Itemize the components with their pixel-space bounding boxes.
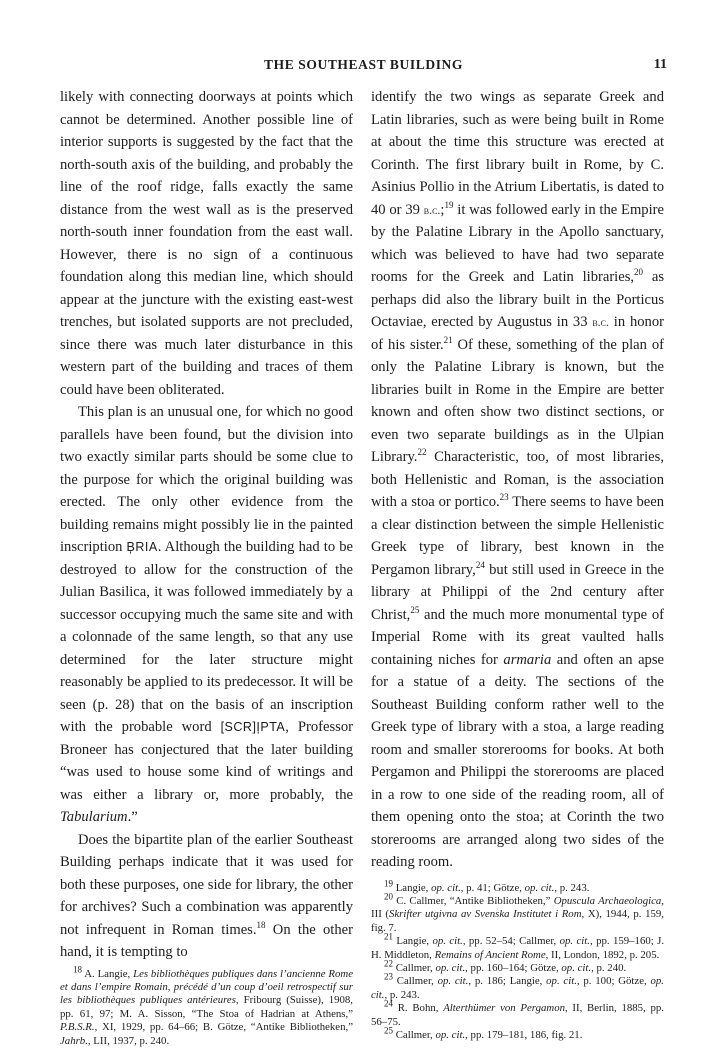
paragraph-text: , Professor Broneer has conjectured that the later building “was used to house some kind of writings and was either a library or, more probably, the bbox=[60, 719, 353, 803]
italic-term: armaria bbox=[503, 651, 552, 668]
paragraph-text: Does the bipartite plan of the earlier Southeast Building perhaps indicate that it was used for both these purposes, one side for library, the other for archives? Such a combination was apparently not infrequent in Roman times. bbox=[60, 831, 353, 938]
footnote-21: $^{21}$ Langie, op. cit., pp. 52–54; Callmer, op. cit., pp. 159–160; J. H. Middleton, Remains of Ancient Rome, II, London, 1892, p. 205. bbox=[371, 931, 665, 961]
footnotes bbox=[60, 963, 353, 1048]
running-header bbox=[60, 57, 667, 75]
footnote-ref[interactable]: 19 bbox=[444, 199, 454, 210]
right-column bbox=[371, 86, 664, 1042]
footnote-25: $^{25}$ Callmer, op. cit., pp. 179–181, 186, fig. 21. bbox=[384, 1025, 583, 1041]
paragraph bbox=[60, 86, 353, 401]
inscription-text: B̦RIA bbox=[126, 540, 158, 554]
paragraph-text: .” bbox=[127, 809, 138, 825]
footnote-18: $^{18}$ A. Langie, Les bibliothèques publiques dans l’ancienne Rome et dans l’empire Romain, précédé d’un coup d’oeil retrospectif sur les bibliothèques publiques antérieures, Fribourg (Suisse), 1908, pp. 61, 97; M. A. Sisson, “The Stoa of Hadrian at Athens,” P.B.S.R., XI, 1929, pp. 64–66; B. Götze, “Antike Bibliotheken,” Jahrb., LII, 1937, p. 240. bbox=[60, 963, 353, 1047]
paragraph bbox=[60, 401, 353, 829]
footnotes bbox=[371, 877, 665, 1043]
paragraph: identify the two wings as separate Greek and Latin libraries, such as were being built in Rome at about the time this structure was erected at Corinth. The first library built in Rome, by C. Asinius Pollio in the Atrium Libertatis, is dated to 40 or 39 b.c.;$^{19}$ it was followed early in the Empire by the Palatine Library in the Apollo sanctuary, which was believed to have had two separate rooms for the Greek and Latin libraries,$^{20}$ as perhaps did also the library built in the Porticus Octaviae, erected by Augustus in 33 b.c. in honor of his sister.$^{21}$ Of these, something of the plan of only the Palatine Library is known, but the libraries built in Rome in the Empire are better known and often show two distinct sections, or even two separate buildings as in the Ulpian Library.$^{22}$ Characteristic, too, of most libraries, both Hellenistic and Roman, is the association with a stoa or portico.$^{23}$ There seems to have been a clear distinction between the simple Hellenistic Greek type of library, best known in the Pergamon library,$^{24}$ but still used in Greece in the library at Philippi of the 2nd century after Christ,$^{25}$ and the much more monumental type of Imperial Rome with its great vaulted halls containing niches for armaria and often an apse for a statue of a deity. The sections of the Southeast Building conform rather well to the Greek type of library with a stoa, a large reading room and smaller storerooms for books. At both Pergamon and Philippi the storerooms are placed in a row to one side of the reading room, all of them opening onto the stoa; at Corinth the two storerooms are arranged along two sides of the reading room. bbox=[371, 89, 665, 870]
italic-term: Tabularium bbox=[60, 809, 128, 825]
footnote-ref[interactable]: 18 bbox=[256, 919, 266, 930]
small-caps-abbrev: b.c. bbox=[423, 202, 441, 217]
footnote-ref[interactable]: 20 bbox=[634, 267, 644, 278]
footnote-24: $^{24}$ R. Bohn, Alterthümer von Pergamon, II, Berlin, 1885, pp. 56–75. bbox=[371, 998, 664, 1028]
paragraph-text: likely with connecting doorways at points which cannot be determined. Another possible line of interior supports is suggested by the fact that the north-south axis of the building, and probably the line of the roof ridge, falls exactly the same distance from the west wall as is the preserved north-south inner foundation from the east wall. However, there is no sign of a continuous foundation along this median line, which should appear at the juncture with the existing east-west trenches, but isolated supports are not precluded, since there was much later disturbance in this western part of the building and traces of them could have been obliterated. bbox=[60, 89, 353, 398]
inscription-text: [SCR]I̦PTA bbox=[220, 720, 286, 734]
paragraph-text: On the other hand, it is tempting to bbox=[60, 921, 353, 960]
paragraph bbox=[60, 829, 353, 964]
footnote-ref[interactable]: 25 bbox=[410, 604, 420, 615]
footnote-ref[interactable]: 21 bbox=[443, 334, 453, 345]
page-number: 11 bbox=[653, 57, 667, 72]
paragraph-text: . Although the building had to be destroyed to allow for the construction of the Julian Basilica, it was followed immediately by a successor occupying much the same site and with a colonnade of the same length, so that any use determined for the later structure might reasonably be applied to its predecessor. It will be seen (p. 28) that on the basis of an inscription with the probable word bbox=[60, 539, 353, 735]
footnote-19: $^{19}$ Langie, op. cit., p. 41; Götze, op. cit., p. 243. bbox=[384, 877, 590, 894]
footnote-ref[interactable]: 24 bbox=[475, 559, 485, 570]
footnote-22: $^{22}$ Callmer, op. cit., pp. 160–164; Götze, op. cit., p. 240. bbox=[384, 958, 627, 974]
footnote-23: $^{23}$ Callmer, op. cit., p. 186; Langie, op. cit., p. 100; Götze, op. cit., p. 243. bbox=[371, 971, 664, 1001]
footnote-ref[interactable]: 22 bbox=[417, 447, 427, 458]
small-caps-abbrev: b.c. bbox=[592, 315, 609, 329]
paragraph-text: This plan is an unusual one, for which no good parallels have been found, but the division into two exactly similar parts should be some clue to the purpose for which the original building was erected. The only other evidence from the building remains might possibly lie in the painted inscription bbox=[60, 404, 353, 555]
footnote-ref[interactable]: 23 bbox=[499, 492, 509, 503]
left-column bbox=[60, 86, 353, 1048]
footnote-20: $^{20}$ C. Callmer, “Antike Bibliotheken,” Opuscula Archaeologica, III (Skrifter utgivna av Svenska Institutet i Rom, X), 1944, p. 159, fig. 7. bbox=[371, 891, 664, 934]
footnote-number: 18 bbox=[73, 963, 82, 974]
running-title: THE SOUTHEAST BUILDING bbox=[263, 57, 463, 72]
